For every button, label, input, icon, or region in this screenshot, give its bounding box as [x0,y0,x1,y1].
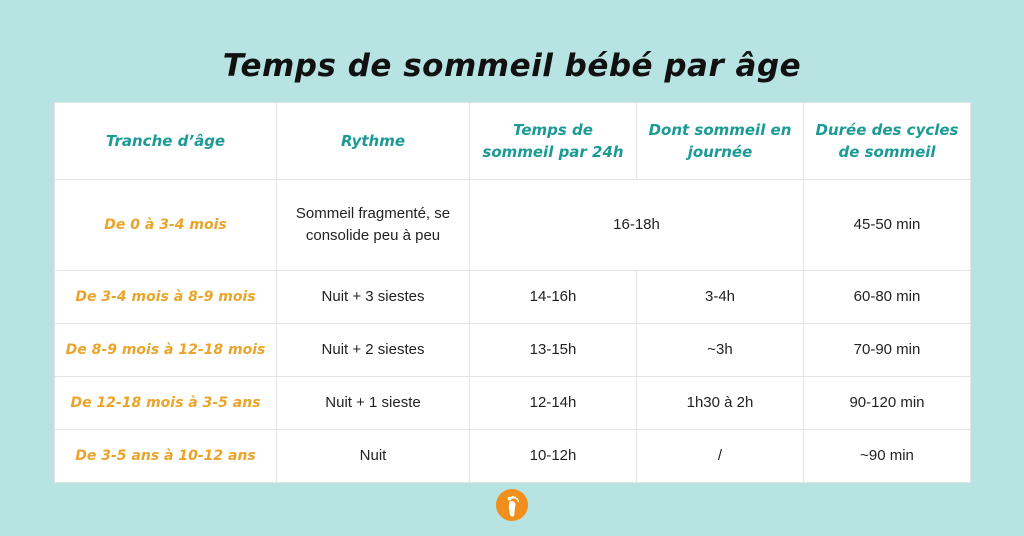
header-tranche-age: Tranche d’âge [55,103,277,180]
cycles-cell: 90-120 min [804,377,971,430]
sommeil-24h-cell: 10-12h [470,430,637,483]
table-row [55,180,971,271]
journee-cell: ~3h [637,324,804,377]
sleep-table [54,102,971,483]
rythme-cell: Nuit [277,430,470,483]
logo [496,489,528,521]
rythme-cell: Nuit + 2 siestes [277,324,470,377]
table-row [55,430,971,483]
age-cell: De 0 à 3-4 mois [55,180,277,271]
sommeil-24h-cell: 12-14h [470,377,637,430]
cycles-cell: ~90 min [804,430,971,483]
sommeil-24h-cell: 14-16h [470,271,637,324]
sommeil-24h-cell: 16-18h [470,180,804,271]
footprint-icon [496,489,528,521]
age-cell: De 3-4 mois à 8-9 mois [55,271,277,324]
journee-cell: / [637,430,804,483]
table-row [55,377,971,430]
cycles-cell: 45-50 min [804,180,971,271]
header-sommeil-24h: Temps de sommeil par 24h [470,103,637,180]
cycles-cell: 70-90 min [804,324,971,377]
cycles-cell: 60-80 min [804,271,971,324]
rythme-cell: Nuit + 3 siestes [277,271,470,324]
table-row [55,324,971,377]
page-title: Temps de sommeil bébé par âge [222,48,802,84]
table-row [55,271,971,324]
header-sommeil-journee: Dont sommeil en journée [637,103,804,180]
header-duree-cycles: Durée des cycles de sommeil [804,103,971,180]
age-cell: De 8-9 mois à 12-18 mois [55,324,277,377]
rythme-cell: Nuit + 1 sieste [277,377,470,430]
sommeil-24h-cell: 13-15h [470,324,637,377]
header-row [55,103,971,180]
journee-cell: 1h30 à 2h [637,377,804,430]
age-cell: De 12-18 mois à 3-5 ans [55,377,277,430]
header-rythme: Rythme [277,103,470,180]
journee-cell: 3-4h [637,271,804,324]
age-cell: De 3-5 ans à 10-12 ans [55,430,277,483]
rythme-cell: Sommeil fragmenté, se consolide peu à peu [277,180,470,271]
